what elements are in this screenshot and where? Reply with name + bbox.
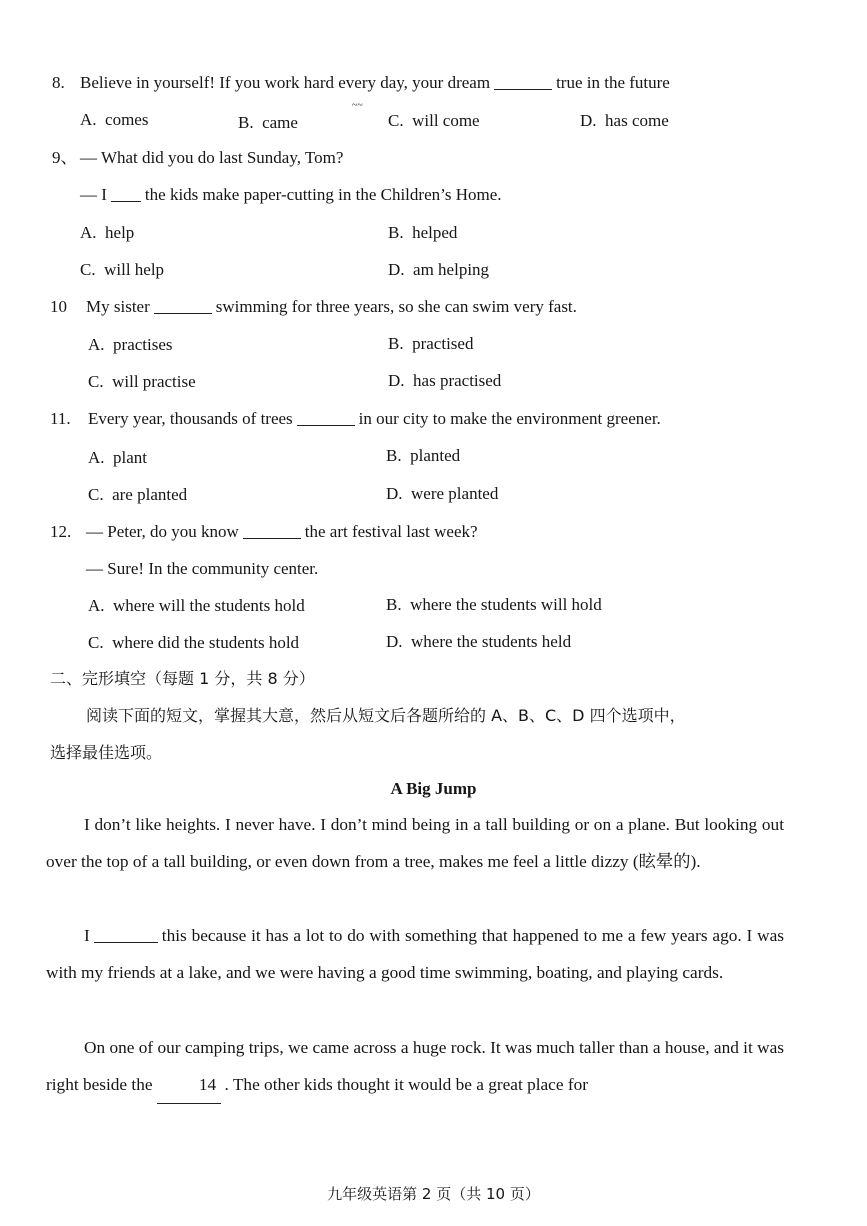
question-11-option-d: D. were planted [386, 484, 499, 503]
question-9-option-a: A. help [80, 223, 135, 242]
question-11-option-b: B. planted [386, 446, 461, 465]
answer-blank [297, 409, 355, 426]
question-9-option-d: D. am helping [388, 260, 490, 279]
question-8-option-d: D. has come [580, 111, 669, 130]
question-9-reply: — I the kids make paper-cutting in the Children’s Home. [80, 185, 502, 204]
question-8-option-a: A. comes [80, 110, 149, 129]
question-9-option-b: B. helped [388, 223, 458, 242]
question-8-stem: 8. Believe in yourself! If you work hard every day, your dream true in the future [52, 73, 670, 92]
question-12-reply: — Sure! In the community center. [86, 559, 319, 578]
question-12-option-c: C. where did the students hold [88, 633, 300, 652]
question-10-option-a: A. practises [88, 335, 173, 354]
question-12-stem: 12. — Peter, do you know the art festival last week? [50, 522, 478, 541]
answer-blank [154, 297, 212, 314]
question-12-option-d: D. where the students held [386, 632, 572, 651]
page-footer: 九年级英语第 2 页（共 10 页） [327, 1185, 540, 1203]
question-10-option-c: C. will practise [88, 372, 196, 391]
passage-paragraph-2: I this because it has a lot to do with something that happened to me a few years ago. I was with my friends at a lake, and we were having a good time swimming, boating, and playing cards. [46, 926, 784, 982]
question-9-stem: 9、 — What did you do last Sunday, Tom? [52, 148, 344, 167]
section-heading: 二、完形填空（每题 1 分，共 8 分） [50, 669, 315, 688]
question-10-stem: 10 My sister swimming for three years, so she can swim very fast. [50, 297, 577, 316]
answer-blank [243, 522, 301, 539]
passage-paragraph-1: I don’t like heights. I never have. I don’t mind being in a tall building or on a plane. But looking out over the top of a tall building, or even down from a tree, makes me feel a little dizzy (眩晕的). [46, 815, 784, 871]
question-12-option-b: B. where the students will hold [386, 595, 602, 614]
question-11-stem: 11. Every year, thousands of trees in our city to make the environment greener. [50, 409, 661, 428]
section-instruction: 阅读下面的短文，掌握其大意，然后从短文后各题所给的 A、B、C、D 四个选项中， [86, 706, 686, 725]
section-instruction-cont: 选择最佳选项。 [50, 743, 163, 762]
question-8-option-c: C. will come [388, 111, 480, 130]
question-12-option-a: A. where will the students hold [88, 596, 305, 615]
answer-blank [494, 73, 552, 90]
question-11-option-a: A. plant [88, 448, 148, 467]
question-9-option-c: C. will help [80, 260, 165, 279]
pen-mark: ~~ [352, 100, 363, 111]
question-10-option-b: B. practised [388, 334, 474, 353]
question-11-option-c: C. are planted [88, 485, 188, 504]
answer-blank [111, 185, 141, 202]
passage-paragraph-3: On one of our camping trips, we came across a huge rock. It was much taller than a house, and it was right beside the 14 . The other kids thought it would be a great place for [46, 1029, 784, 1104]
passage-title: A Big Jump [390, 779, 477, 798]
question-8-option-b: B. came [238, 113, 298, 132]
question-10-option-d: D. has practised [388, 371, 502, 390]
cloze-blank [94, 926, 158, 943]
cloze-blank-number: 14 [157, 1066, 221, 1104]
